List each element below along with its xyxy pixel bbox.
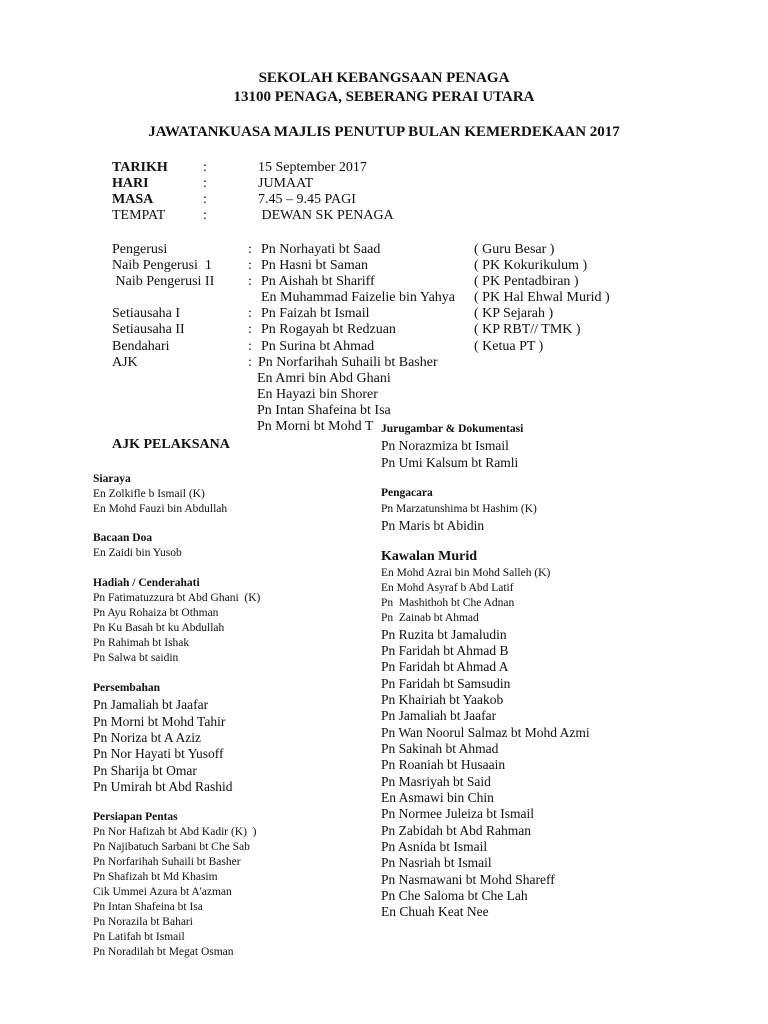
member-item: En Mohd Azrai bin Mohd Salleh (K) [381, 567, 551, 579]
member-item: Pn Latifah bt Ismail [93, 931, 185, 943]
member-item: Pn Noradilah bt Megat Osman [93, 946, 234, 958]
member-item: Pn Ruzita bt Jamaludin [381, 627, 507, 642]
officer-name: Pn Norfarihah Suhaili bt Basher [258, 355, 438, 370]
member-item: Pn Norfarihah Suhaili bt Basher [93, 856, 241, 868]
ajk-member: Pn Intan Shafeina bt Isa [257, 403, 391, 418]
officer-role: Naib Pengerusi II [112, 274, 215, 289]
section-title-hadiah: Hadiah / Cenderahati [93, 577, 200, 589]
member-item: Pn Intan Shafeina bt Isa [93, 901, 203, 913]
member-item: En Mohd Asyraf b Abd Latif [381, 582, 514, 594]
member-item: Pn Jamaliah bt Jaafar [93, 697, 209, 712]
member-item: Pn Umirah bt Abd Rashid [93, 779, 233, 794]
ajk-member: En Hayazi bin Shorer [257, 387, 378, 402]
info-sep: : [203, 208, 207, 223]
officer-sep: : [248, 274, 252, 289]
member-item: Pn Khairiah bt Yaakob [381, 692, 504, 707]
member-item: Pn Nasriah bt Ismail [381, 855, 492, 870]
member-item: Pn Normee Juleiza bt Ismail [381, 806, 534, 821]
member-item: Pn Mashithoh bt Che Adnan [381, 597, 515, 609]
member-item: Pn Shafizah bt Md Khasim [93, 871, 218, 883]
officer-name: En Muhammad Faizelie bin Yahya [261, 290, 456, 305]
officer-name: Pn Surina bt Ahmad [261, 339, 375, 354]
member-item: Pn Rahimah bt Ishak [93, 637, 190, 649]
info-value-hari: JUMAAT [258, 176, 314, 191]
info-label-tarikh: TARIKH [112, 160, 168, 175]
info-label-masa: MASA [112, 192, 154, 207]
member-item: Pn Nasmawani bt Mohd Shareff [381, 872, 555, 887]
member-item: Cik Ummei Azura bt A'azman [93, 886, 232, 898]
officer-position: ( PK Hal Ehwal Murid ) [474, 290, 610, 305]
member-item: Pn Wan Noorul Salmaz bt Mohd Azmi [381, 725, 590, 740]
member-item: Pn Morni bt Mohd Tahir [93, 714, 226, 729]
info-label-hari: HARI [112, 176, 149, 191]
member-item: Pn Noriza bt A Aziz [93, 730, 201, 745]
info-value-masa: 7.45 – 9.45 PAGI [258, 192, 356, 207]
section-title-kawalan-murid: Kawalan Murid [381, 549, 478, 564]
member-item: Pn Salwa bt saidin [93, 652, 179, 664]
member-item: Pn Faridah bt Samsudin [381, 676, 511, 691]
member-item: Pn Asnida bt Ismail [381, 839, 488, 854]
member-item: Pn Marzatunshima bt Hashim (K) [381, 503, 537, 515]
officer-role: Setiausaha I [112, 306, 181, 321]
member-item: En Zolkifle b Ismail (K) [93, 488, 205, 500]
right-column [376, 419, 768, 939]
member-item: Pn Jamaliah bt Jaafar [381, 708, 497, 723]
member-item: Pn Zainab bt Ahmad [381, 612, 479, 624]
officer-sep: : [248, 258, 252, 273]
ajk-pelaksana-heading: AJK PELAKSANA [112, 437, 230, 452]
officer-name: Pn Norhayati bt Saad [261, 242, 381, 257]
info-value-tempat: DEWAN SK PENAGA [258, 208, 394, 223]
officer-name: Pn Faizah bt Ismail [261, 306, 370, 321]
member-item: En Asmawi bin Chin [381, 790, 494, 805]
info-label-tempat: TEMPAT [112, 208, 166, 223]
ajk-member: En Amri bin Abd Ghani [257, 371, 391, 386]
member-item: Pn Faridah bt Ahmad A [381, 659, 509, 674]
school-name: SEKOLAH KEBANGSAAN PENAGA [258, 70, 510, 86]
member-item: Pn Sakinah bt Ahmad [381, 741, 499, 756]
member-item: Pn Ayu Rohaiza bt Othman [93, 607, 219, 619]
section-title-persiapan-pentas: Persiapan Pentas [93, 811, 178, 823]
officer-role: Bendahari [112, 339, 170, 354]
section-title-bacaan-doa: Bacaan Doa [93, 532, 153, 544]
section-title-pengacara: Pengacara [381, 487, 433, 499]
officer-sep: : [248, 242, 252, 257]
officer-sep: : [248, 322, 252, 337]
member-item: Pn Zabidah bt Abd Rahman [381, 823, 531, 838]
officer-role: AJK [112, 355, 138, 370]
member-item: Pn Sharija bt Omar [93, 763, 197, 778]
officer-role: Pengerusi [112, 242, 168, 257]
officer-position: ( PK Kokurikulum ) [474, 258, 588, 273]
officer-role: Setiausaha II [112, 322, 185, 337]
member-item: Pn Roaniah bt Husaain [381, 757, 506, 772]
member-item: Pn Faridah bt Ahmad B [381, 643, 509, 658]
member-item: Pn Che Saloma bt Che Lah [381, 888, 528, 903]
officer-position: ( PK Pentadbiran ) [474, 274, 579, 289]
section-title-jurugambar: Jurugambar & Dokumentasi [381, 423, 524, 435]
officer-position: ( KP RBT// TMK ) [474, 322, 581, 337]
officer-role: Naib Pengerusi 1 [112, 258, 212, 273]
member-item: Pn Nor Hafizah bt Abd Kadir (K) ) [93, 826, 257, 838]
officer-position: ( Guru Besar ) [474, 242, 555, 257]
info-sep: : [203, 160, 207, 175]
section-title-persembahan: Persembahan [93, 682, 161, 694]
member-item: Pn Umi Kalsum bt Ramli [381, 455, 519, 470]
member-item: En Mohd Fauzi bin Abdullah [93, 503, 228, 515]
member-item: Pn Masriyah bt Said [381, 774, 491, 789]
info-sep: : [203, 192, 207, 207]
member-item: Pn Norazmiza bt Ismail [381, 438, 509, 453]
section-title-siaraya: Siaraya [93, 473, 131, 485]
member-item: Pn Norazila bt Bahari [93, 916, 193, 928]
member-item: Pn Maris bt Abidin [381, 518, 485, 533]
officer-sep: : [248, 339, 252, 354]
school-address: 13100 PENAGA, SEBERANG PERAI UTARA [233, 89, 535, 105]
member-item: Pn Fatimatuzzura bt Abd Ghani (K) [93, 592, 261, 604]
officer-name: Pn Rogayah bt Redzuan [261, 322, 396, 337]
member-item: En Chuah Keat Nee [381, 904, 489, 919]
member-item: Pn Nor Hayati bt Yusoff [93, 746, 224, 761]
ajk-member: Pn Morni bt Mohd T [257, 419, 374, 434]
member-item: Pn Ku Basah bt ku Abdullah [93, 622, 225, 634]
officer-position: ( KP Sejarah ) [474, 306, 554, 321]
officer-name: Pn Aishah bt Shariff [261, 274, 375, 289]
officer-name: Pn Hasni bt Saman [261, 258, 368, 273]
info-sep: : [203, 176, 207, 191]
officer-sep: : [248, 306, 252, 321]
officer-position: ( Ketua PT ) [474, 339, 544, 354]
officer-sep: : [248, 355, 252, 370]
member-item: Pn Najibatuch Sarbani bt Che Sab [93, 841, 250, 853]
committee-title: JAWATANKUASA MAJLIS PENUTUP BULAN KEMERDEKAAN 2017 [148, 124, 620, 140]
member-item: En Zaidi bin Yusob [93, 547, 182, 559]
info-value-tarikh: 15 September 2017 [258, 160, 367, 175]
